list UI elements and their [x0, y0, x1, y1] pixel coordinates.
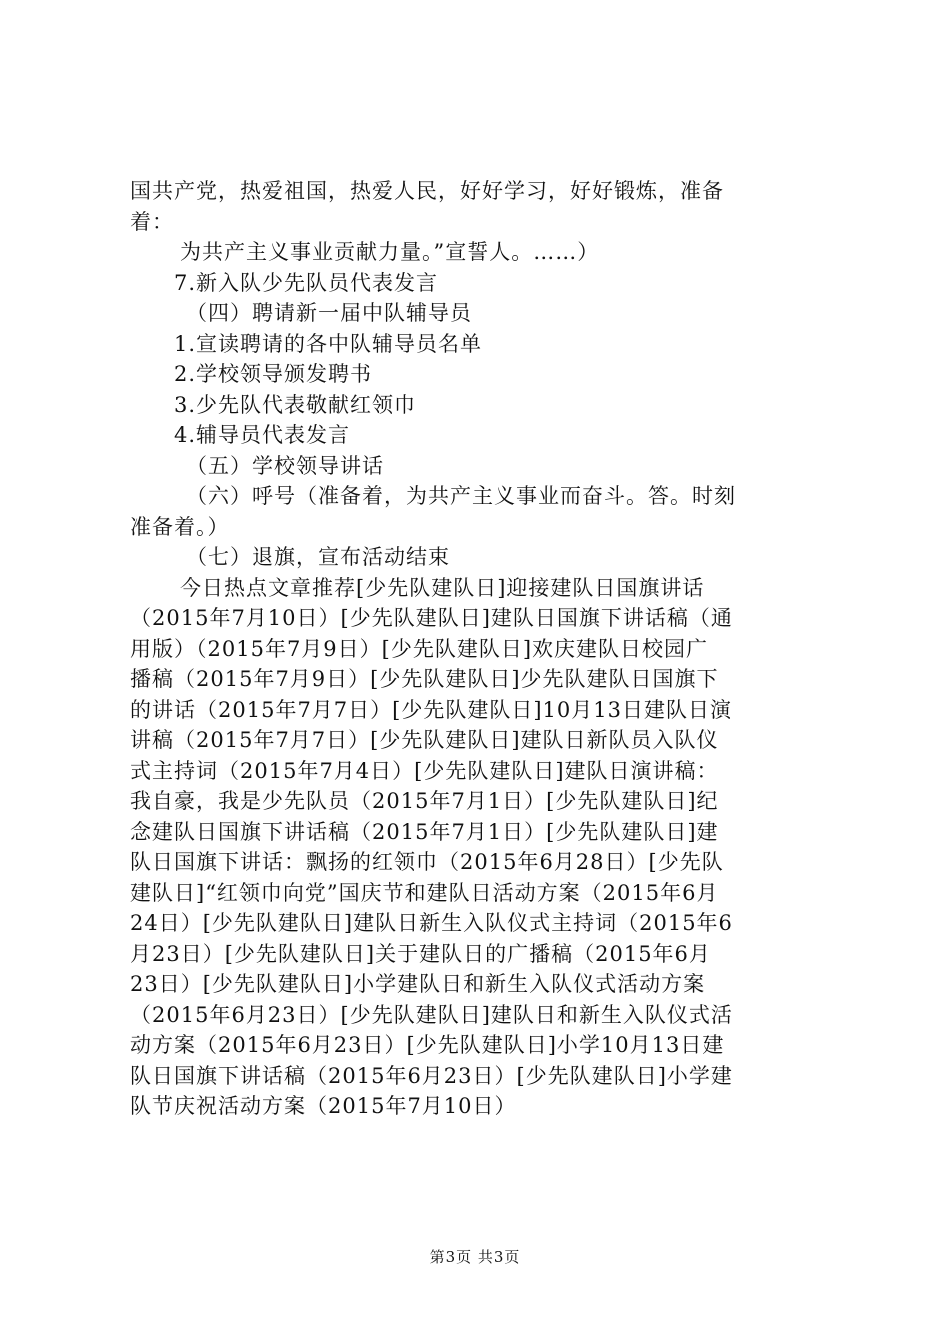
recommended-articles-line: 今日热点文章推荐[少先队建队日]迎接建队日国旗讲话	[180, 575, 705, 600]
list-item: 1.宣读聘请的各中队辅导员名单	[174, 331, 483, 356]
list-item: 3.少先队代表敬献红领巾	[174, 392, 417, 417]
recommended-articles-line: 24日）[少先队建队日]建队日新生入队仪式主持词（2015年6	[130, 911, 733, 935]
recommended-articles-line: 建队日]“红领巾向党”国庆节和建队日活动方案（2015年6月	[130, 880, 719, 905]
text-line: 国共产党，热爱祖国，热爱人民，好好学习，好好锻炼，准备	[130, 179, 724, 203]
section-heading: （五）学校领导讲话	[186, 453, 384, 478]
recommended-articles-line: （2015年6月23日）[少先队建队日]建队日和新生入队仪式活	[130, 1002, 733, 1027]
recommended-articles-line: 队日国旗下讲话：飘扬的红领巾（2015年6月28日）[少先队	[130, 850, 724, 874]
recommended-articles-line: 动方案（2015年6月23日）[少先队建队日]小学10月13日建	[130, 1033, 725, 1057]
page-number-footer: 第3页 共3页	[429, 1248, 521, 1266]
text-line: 着：	[130, 209, 174, 234]
recommended-articles-line: 队节庆祝活动方案（2015年7月10日）	[130, 1094, 517, 1118]
recommended-articles-line: 式主持词（2015年7月4日）[少先队建队日]建队日演讲稿：	[130, 758, 719, 783]
recommended-articles-line: 的讲话（2015年7月7日）[少先队建队日]10月13日建队日演	[130, 697, 732, 722]
section-heading: （七）退旗，宣布活动结束	[186, 545, 450, 569]
recommended-articles-line: （2015年7月10日）[少先队建队日]建队日国旗下讲话稿（通	[130, 606, 733, 630]
recommended-articles-line: 月23日）[少先队建队日]关于建队日的广播稿（2015年6月	[130, 941, 711, 966]
list-item: 4.辅导员代表发言	[174, 423, 351, 447]
recommended-articles-line: 23日）[少先队建队日]小学建队日和新生入队仪式活动方案	[130, 972, 706, 996]
list-item: 7.新入队少先队员代表发言	[174, 270, 439, 295]
recommended-articles-line: 讲稿（2015年7月7日）[少先队建队日]建队日新队员入队仪	[130, 728, 719, 752]
recommended-articles-line: 队日国旗下讲话稿（2015年6月23日）[少先队建队日]小学建	[130, 1063, 733, 1088]
text-line: 为共产主义事业贡献力量。”宣誓人。……）	[180, 240, 600, 264]
section-heading: （四）聘请新一届中队辅导员	[186, 301, 472, 325]
document-body	[130, 176, 830, 1122]
recommended-articles-line: 念建队日国旗下讲话稿（2015年7月1日）[少先队建队日]建	[130, 819, 719, 844]
recommended-articles-line: 播稿（2015年7月9日）[少先队建队日]少先队建队日国旗下	[130, 667, 719, 691]
recommended-articles-line: 我自豪，我是少先队员（2015年7月1日）[少先队建队日]纪	[130, 789, 719, 813]
section-heading: （六）呼号（准备着，为共产主义事业而奋斗。答。时刻	[186, 484, 736, 508]
recommended-articles-line: 用版）（2015年7月9日）[少先队建队日]欢庆建队日校园广	[130, 636, 709, 661]
list-item: 2.学校领导颁发聘书	[174, 362, 373, 386]
text-line: 准备着。）	[130, 514, 230, 539]
